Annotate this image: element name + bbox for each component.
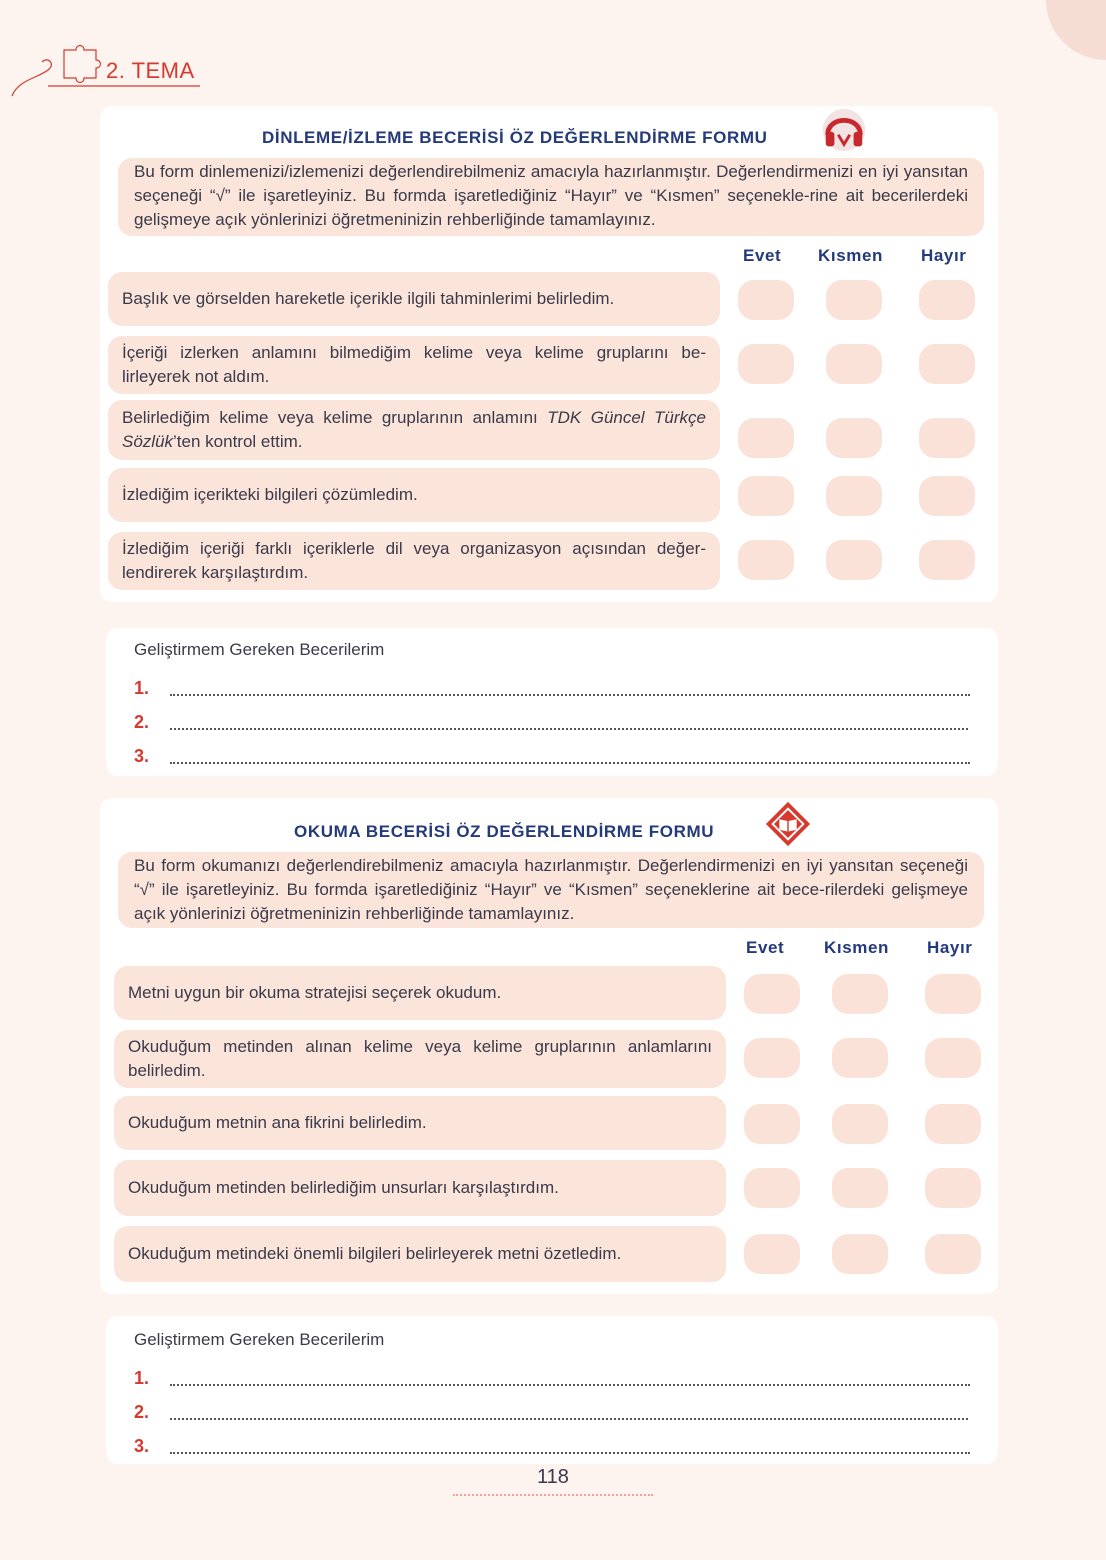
item-text: Okuduğum metinden alınan kelime veya kelime gruplarının anlamlarını belirledim. bbox=[128, 1037, 712, 1080]
checkbox-hayir[interactable] bbox=[919, 540, 975, 580]
answer-line[interactable] bbox=[170, 728, 968, 730]
checkbox-kismen[interactable] bbox=[832, 1168, 888, 1208]
checkbox-kismen[interactable] bbox=[832, 1104, 888, 1144]
listening-item bbox=[108, 400, 720, 460]
skills-title: Geliştirmem Gereken Becerilerim bbox=[134, 640, 385, 659]
item-text: İzlediğim içerikteki bilgileri çözümledim. bbox=[122, 485, 418, 504]
skill-number: 1. bbox=[134, 678, 150, 698]
checkbox-evet[interactable] bbox=[738, 418, 794, 458]
reading-item bbox=[114, 1030, 726, 1088]
checkbox-kismen[interactable] bbox=[826, 540, 882, 580]
page-number-underline bbox=[453, 1494, 653, 1496]
skill-number: 1. bbox=[134, 1368, 150, 1388]
item-text: Başlık ve görselden hareketle içerikle ilgili tahminlerimi belirledim. bbox=[122, 289, 615, 308]
item-text: Okuduğum metindeki önemli bilgileri belirleyerek metni özetledim. bbox=[128, 1244, 622, 1263]
item-text: Metni uygun bir okuma stratejisi seçerek okudum. bbox=[128, 983, 502, 1002]
skills-title: Geliştirmem Gereken Becerilerim bbox=[134, 1330, 385, 1349]
checkbox-kismen[interactable] bbox=[826, 344, 882, 384]
listening-skills-panel bbox=[106, 628, 998, 776]
checkbox-kismen[interactable] bbox=[826, 476, 882, 516]
reading-form-title: OKUMA BECERİSİ ÖZ DEĞERLENDİRME FORMU bbox=[294, 822, 715, 841]
checkbox-hayir[interactable] bbox=[919, 418, 975, 458]
checkbox-kismen[interactable] bbox=[832, 1234, 888, 1274]
checkbox-hayir[interactable] bbox=[925, 1038, 981, 1078]
checkbox-evet[interactable] bbox=[738, 476, 794, 516]
listening-item bbox=[108, 336, 720, 394]
listening-item bbox=[108, 468, 720, 522]
checkbox-kismen[interactable] bbox=[826, 280, 882, 320]
dictionary-name: TDK Güncel Türkçe Sözlük bbox=[122, 408, 706, 451]
checkbox-evet[interactable] bbox=[738, 540, 794, 580]
checkbox-evet[interactable] bbox=[744, 974, 800, 1014]
item-text: Okuduğum metinden belirlediğim unsurları karşılaştırdım. bbox=[128, 1178, 559, 1197]
answer-line[interactable] bbox=[170, 694, 970, 696]
listening-form-title: DİNLEME/İZLEME BECERİSİ ÖZ DEĞERLENDİRME FORMU bbox=[262, 128, 768, 147]
answer-line[interactable] bbox=[170, 762, 970, 764]
answer-line[interactable] bbox=[170, 1452, 970, 1454]
col-kismen: Kısmen bbox=[824, 938, 890, 957]
checkbox-hayir[interactable] bbox=[925, 974, 981, 1014]
checkbox-hayir[interactable] bbox=[919, 476, 975, 516]
checkbox-hayir[interactable] bbox=[919, 280, 975, 320]
skill-number: 3. bbox=[134, 746, 150, 766]
checkbox-evet[interactable] bbox=[744, 1038, 800, 1078]
reading-intro: Bu form okumanızı değerlendirebilmeniz amacıyla hazırlanmıştır. Değerlendirmenizi en iyi yansıtan seçeneği “√” ile işaretleyiniz. Bu formda işaretlediğiniz “Hayır” ve “Kısmen” seçeneklerine ait bece-rilerdeki gelişmeye açık yönlerinizi öğretmeninizin rehberliğinde tamamlayınız. bbox=[118, 852, 984, 928]
item-text: Okuduğum metnin ana fikrini belirledim. bbox=[128, 1113, 427, 1132]
book-icon bbox=[764, 800, 812, 848]
reading-item bbox=[114, 966, 726, 1020]
checkbox-evet[interactable] bbox=[744, 1234, 800, 1274]
skill-number: 2. bbox=[134, 712, 150, 732]
checkbox-evet[interactable] bbox=[744, 1168, 800, 1208]
reading-skills-panel bbox=[106, 1316, 998, 1464]
answer-line[interactable] bbox=[170, 1418, 968, 1420]
reading-item bbox=[114, 1226, 726, 1282]
checkbox-evet[interactable] bbox=[738, 280, 794, 320]
skill-number: 2. bbox=[134, 1402, 150, 1422]
theme-label: 2. TEMA bbox=[106, 58, 195, 83]
checkbox-hayir[interactable] bbox=[925, 1234, 981, 1274]
listening-item bbox=[108, 272, 720, 326]
reading-form-panel bbox=[100, 798, 998, 1294]
checkbox-kismen[interactable] bbox=[832, 974, 888, 1014]
col-evet: Evet bbox=[743, 246, 782, 265]
checkbox-kismen[interactable] bbox=[826, 418, 882, 458]
corner-decoration bbox=[1046, 0, 1106, 60]
col-kismen: Kısmen bbox=[818, 246, 884, 265]
checkbox-hayir[interactable] bbox=[919, 344, 975, 384]
checkbox-evet[interactable] bbox=[744, 1104, 800, 1144]
reading-item bbox=[114, 1160, 726, 1216]
col-hayir: Hayır bbox=[921, 246, 967, 265]
col-evet: Evet bbox=[746, 938, 785, 957]
col-hayir: Hayır bbox=[927, 938, 973, 957]
item-text: İzlediğim içeriği farklı içeriklerle dil veya organizasyon açısından değer-lendirerek karşılaştırdım. bbox=[122, 539, 706, 582]
item-text bbox=[122, 406, 706, 454]
checkbox-hayir[interactable] bbox=[925, 1104, 981, 1144]
answer-line[interactable] bbox=[170, 1384, 970, 1386]
item-text: İçeriği izlerken anlamını bilmediğim kelime veya kelime gruplarını be-lirleyerek not aldım. bbox=[122, 343, 706, 386]
reading-item bbox=[114, 1096, 726, 1150]
checkbox-hayir[interactable] bbox=[925, 1168, 981, 1208]
listening-item bbox=[108, 532, 720, 590]
item-text-start: Belirlediğim kelime veya kelime gruplarının anlamını bbox=[122, 408, 538, 427]
checkbox-evet[interactable] bbox=[738, 344, 794, 384]
listening-form-panel bbox=[100, 106, 998, 602]
headphones-icon bbox=[820, 106, 868, 154]
item-text-end: ’ten kontrol ettim. bbox=[173, 432, 303, 451]
skill-number: 3. bbox=[134, 1436, 150, 1456]
checkbox-kismen[interactable] bbox=[832, 1038, 888, 1078]
page-number: 118 bbox=[537, 1466, 569, 1488]
listening-intro: Bu form dinlemenizi/izlemenizi değerlendirebilmeniz amacıyla hazırlanmıştır. Değerlendirmenizi en iyi yansıtan seçeneği “√” ile işaretleyiniz. Bu formda işaretlediğiniz “Hayır” ve “Kısmen” seçenekle-rine ait becerilerdeki gelişmeye açık yönlerinizi öğretmeninizin rehberliğinde tamamlayınız. bbox=[118, 158, 984, 236]
